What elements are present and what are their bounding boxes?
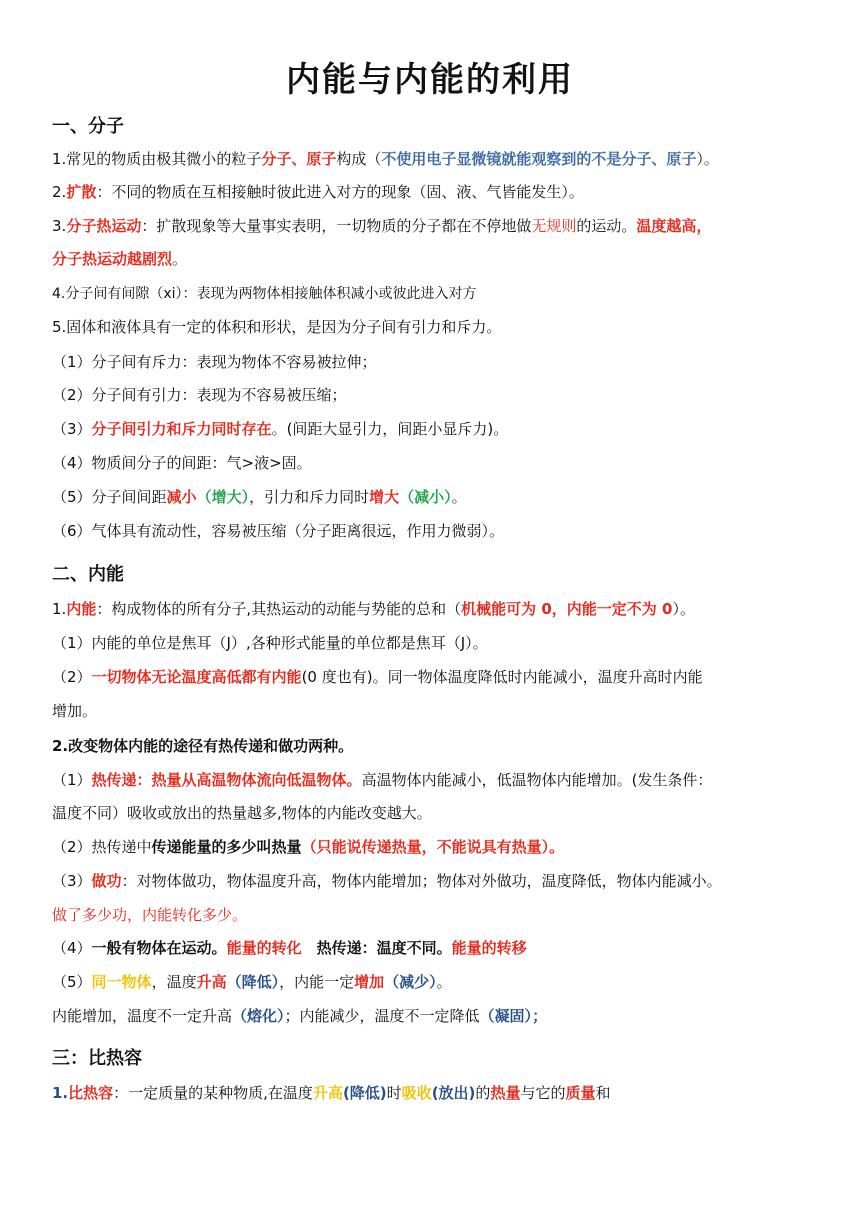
point-2-2-3: （3）做功：对物体做功，物体温度升高，物体内能增加；物体对外做功，温度降低，物体内能减小。 [52,872,722,890]
point-2-2: （2）一切物体无论温度高低都有内能(0 度也有)。同一物体温度降低时内能减小，温度升高时内能 [52,668,703,686]
paragraph-2-1: 1.内能：构成物体的所有分子,其热运动的动能与势能的总和（机械能可为 0，内能一定不为 0）。 [52,600,695,618]
point-2-2-1: （1）热传递：热量从高温物体流向低温物体。高温物体内能减小，低温物体内能增加。(发生条件： [52,771,713,789]
paragraph-3-1: 1.比热容：一定质量的某种物质,在温度升高(降低)时吸收(放出)的热量与它的质量和 [52,1084,611,1102]
paragraph-1-3: 3.分子热运动：扩散现象等大量事实表明，一切物质的分子都在不停地做无规则的运动。温度越高， [52,217,712,235]
point-1-4: （4）物质间分子的间距：气>液>固。 [52,454,312,472]
point-2-2-3-cont: 做了多少功，内能转化多少。 [52,906,248,924]
point-1-1: （1）分子间有斥力：表现为物体不容易被拉伸； [52,353,377,371]
section-heading-molecules: 一、分子 [52,116,124,137]
point-2-2-6: 内能增加，温度不一定升高（熔化）；内能减少，温度不一定降低（凝固）； [52,1007,548,1025]
paragraph-1-2: 2.扩散：不同的物质在互相接触时彼此进入对方的现象（固、液、气皆能发生）。 [52,183,584,201]
paragraph-2-2: 2.改变物体内能的途径有热传递和做功两种。 [52,737,354,755]
point-2-2-2: （2）热传递中传递能量的多少叫热量（只能说传递热量，不能说具有热量）。 [52,838,565,856]
point-2-1: （1）内能的单位是焦耳（J）,各种形式能量的单位都是焦耳（J）。 [52,634,488,652]
point-1-6: （6）气体具有流动性，容易被压缩（分子距离很远，作用力微弱）。 [52,522,505,540]
section-heading-internal-energy: 二、内能 [52,564,124,585]
page-title: 内能与内能的利用 [286,60,574,100]
point-1-5: （5）分子间间距减小（增大），引力和斥力同时增大（减小）。 [52,488,467,506]
paragraph-1-4: 4.分子间有间隙（xi）：表现为两物体相接触体积减小或彼此进入对方 [52,286,477,302]
paragraph-1-5: 5.固体和液体具有一定的体积和形状，是因为分子间有引力和斥力。 [52,318,502,336]
point-2-2-5: （5）同一物体，温度升高（降低），内能一定增加（减少）。 [52,973,452,991]
point-2-2-cont: 增加。 [52,702,98,720]
paragraph-1-1: 1.常见的物质由极其微小的粒子分子、原子构成（不使用电子显微镜就能观察到的不是分子、原子）。 [52,150,719,168]
point-2-2-1-cont: 温度不同）吸收或放出的热量越多,物体的内能改变越大。 [52,804,432,822]
point-2-2-4: （4）一般有物体在运动。能量的转化 热传递：温度不同。能量的转移 [52,939,527,957]
point-1-2: （2）分子间有引力：表现为不容易被压缩； [52,386,347,404]
point-1-3: （3）分子间引力和斥力同时存在。(间距大显引力，间距小显斥力)。 [52,420,509,438]
section-heading-specific-heat: 三：比热容 [52,1048,142,1069]
paragraph-1-3-cont: 分子热运动越剧烈。 [52,250,188,268]
